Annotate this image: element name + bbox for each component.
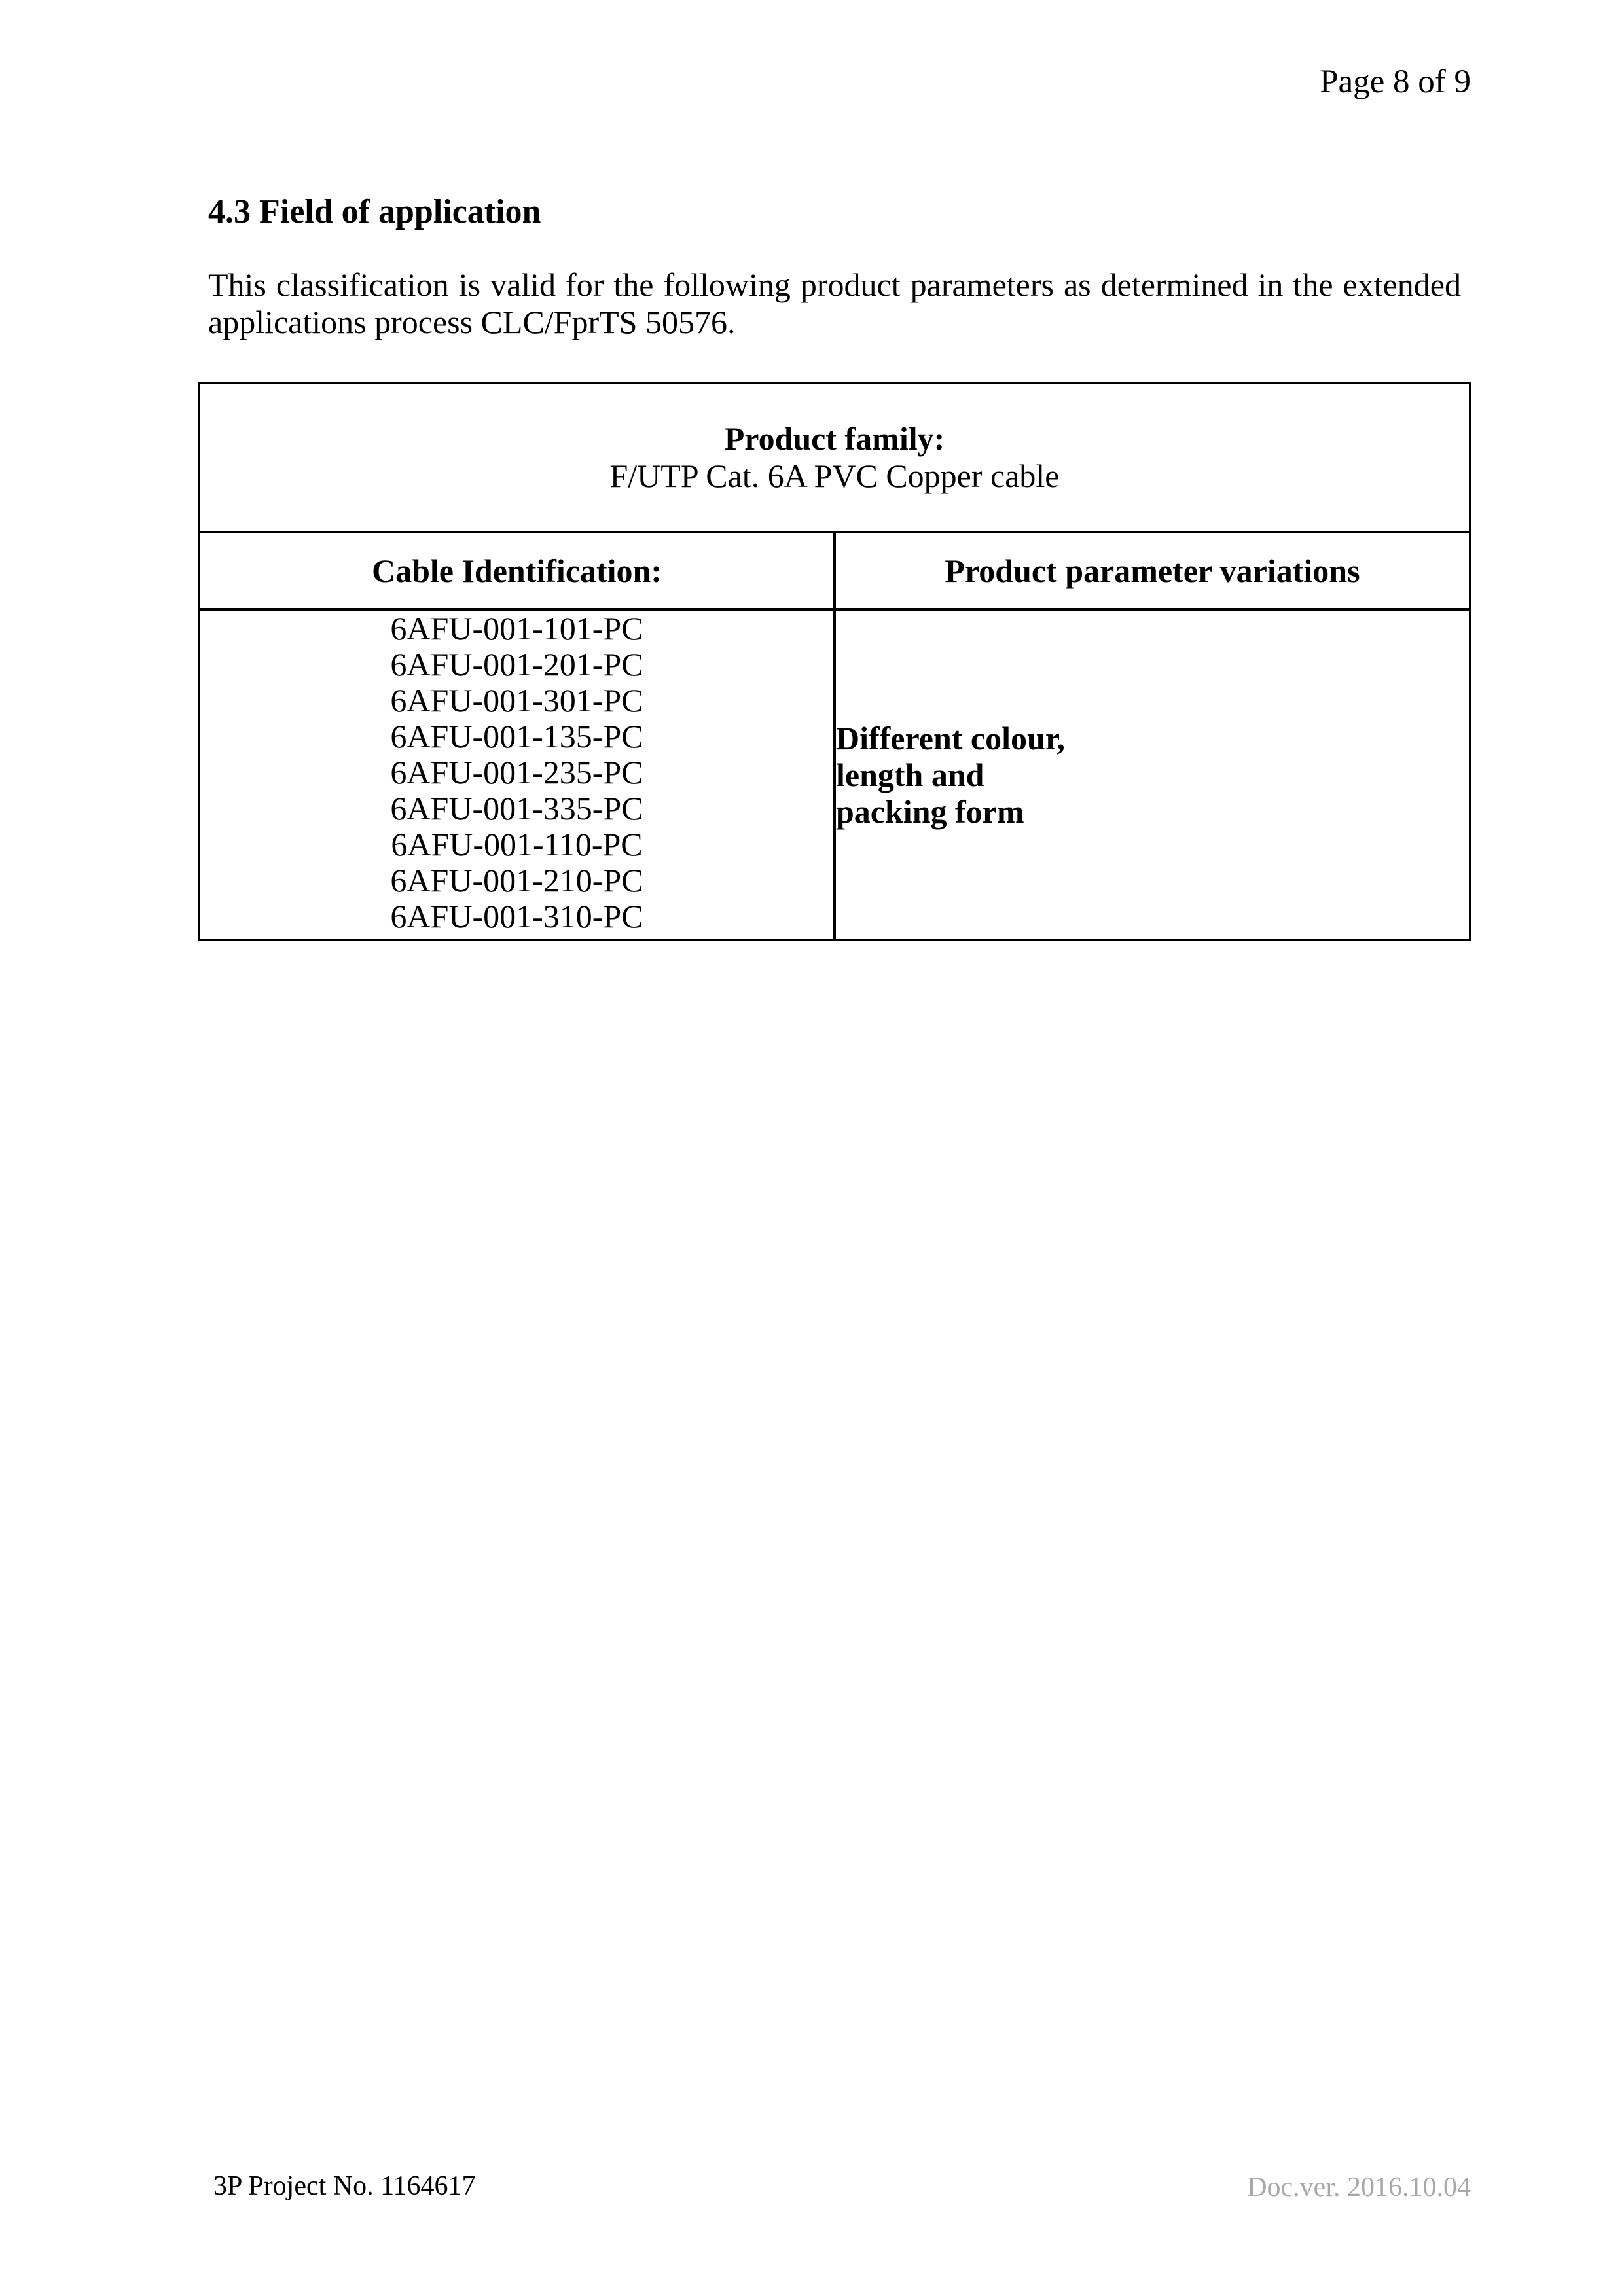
parameter-variations-text — [836, 720, 1469, 830]
cable-ids-cell — [199, 609, 835, 940]
footer-doc-version: Doc.ver. 2016.10.04 — [1247, 2172, 1471, 2202]
product-parameter-variations-header: Product parameter variations — [835, 532, 1470, 609]
section-heading: 4.3 Field of application — [208, 193, 541, 230]
product-family-table — [198, 382, 1471, 941]
parameter-variation-line: length and — [836, 756, 984, 793]
cable-id: 6AFU-001-335-PC — [390, 790, 643, 827]
parameter-variations-cell — [835, 609, 1470, 940]
cable-id-list — [200, 611, 833, 935]
cable-id: 6AFU-001-101-PC — [390, 610, 643, 647]
product-family-cell — [199, 383, 1470, 532]
product-family-value: F/UTP Cat. 6A PVC Copper cable — [609, 457, 1060, 494]
cable-id: 6AFU-001-210-PC — [390, 862, 643, 899]
table-data-row — [199, 609, 1470, 940]
cable-identification-header: Cable Identification: — [199, 532, 835, 609]
parameter-variation-line: Different colour, — [836, 719, 1065, 757]
parameter-variation-line: packing form — [836, 793, 1024, 830]
product-family-row — [199, 383, 1470, 532]
footer-project-number: 3P Project No. 1164617 — [213, 2171, 476, 2201]
cable-id: 6AFU-001-110-PC — [391, 826, 643, 863]
body-paragraph: This classification is valid for the following product parameters as determined in the extended applications process CLC/FprTS 50576. — [208, 266, 1461, 340]
cable-id: 6AFU-001-301-PC — [390, 682, 643, 719]
cable-id: 6AFU-001-310-PC — [390, 898, 643, 935]
cable-id: 6AFU-001-235-PC — [390, 754, 643, 791]
product-family-label: Product family: — [724, 420, 945, 457]
page-number: Page 8 of 9 — [1320, 63, 1471, 100]
cable-id: 6AFU-001-201-PC — [390, 646, 643, 683]
cable-id: 6AFU-001-135-PC — [390, 718, 643, 755]
table-header-row — [199, 532, 1470, 609]
